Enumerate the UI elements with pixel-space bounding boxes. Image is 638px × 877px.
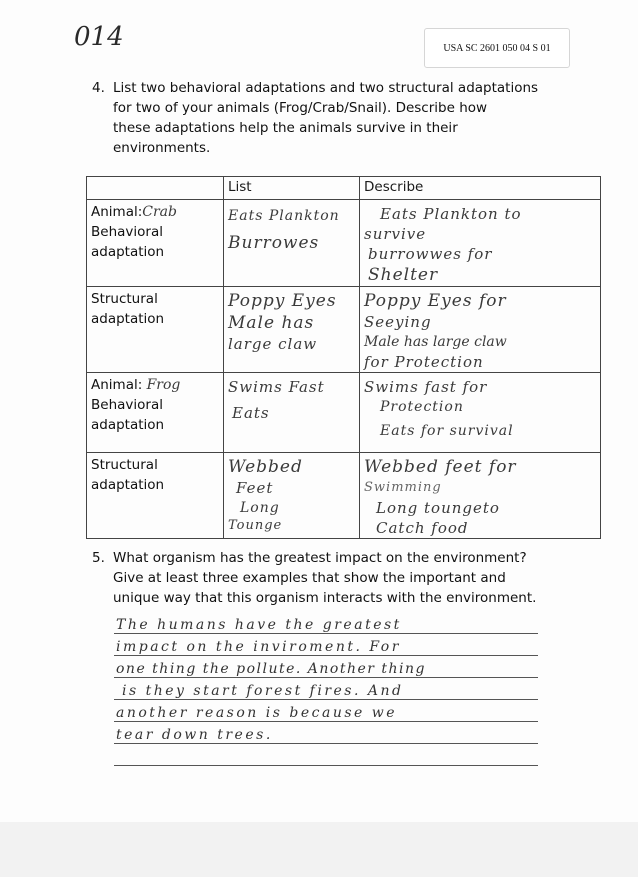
question-4-line-4: environments. [113,140,211,156]
animal-label: Animal: [91,377,143,393]
row-label-line: Structural [91,457,158,473]
describe-entry: Catch food [376,519,469,537]
table-row [87,287,601,373]
list-entry: Poppy Eyes [228,291,337,311]
animal-name-handwritten: Crab [142,204,177,220]
describe-entry: for Protection [364,353,484,371]
describe-cell [360,287,601,373]
question-5-number: 5. [92,550,105,566]
question-5-line-2: Give at least three examples that show the important and [113,570,506,586]
list-entry: Feet [236,479,274,497]
question-4-line-3: these adaptations help the animals survive in their [113,120,458,136]
row-label-line: adaptation [91,311,165,327]
answer-lines [114,612,538,766]
row-label-line: adaptation [91,417,165,433]
adaptations-table [86,176,601,539]
describe-entry: survive [364,225,427,243]
answer-line[interactable] [114,722,538,744]
answer-line[interactable] [114,700,538,722]
answer-line[interactable] [114,612,538,634]
describe-entry: Poppy Eyes for [364,291,507,311]
question-4-number: 4. [92,80,105,96]
row-label-line: Structural [91,291,158,307]
describe-entry: burrowwes for [368,245,493,263]
list-entry: Eats Plankton [228,208,340,224]
animal-label: Animal: [91,204,143,220]
answer-text: The humans have the greatest [116,617,402,633]
describe-cell [360,373,601,453]
list-cell [224,373,360,453]
header-list: List [224,177,360,200]
row-label-line: Behavioral [91,397,163,413]
table-header-row [87,177,601,200]
list-cell [224,453,360,539]
list-entry: Tounge [228,518,283,533]
row-label [87,287,224,373]
answer-text: one thing the pollute. Another thing [116,661,427,677]
row-label-line: adaptation [91,477,165,493]
scan-bottom-margin [0,822,638,877]
question-4-line-1: List two behavioral adaptations and two structural adaptations [113,80,539,96]
describe-cell [360,200,601,287]
list-cell [224,200,360,287]
list-entry: Eats [232,404,270,422]
question-4 [92,78,562,158]
describe-entry: Shelter [368,265,439,285]
list-entry: Swims Fast [228,378,325,396]
list-entry: Webbed [228,457,303,477]
describe-cell [360,453,601,539]
id-label-sticker: USA SC 2601 050 04 S 01 [424,28,570,68]
list-entry: large claw [228,335,318,353]
handwritten-page-number: 014 [74,22,124,52]
answer-text: another reason is because we [116,705,398,721]
animal-name-handwritten: Frog [146,377,181,393]
question-5-line-1: What organism has the greatest impact on the environment? [113,550,527,566]
describe-entry: Male has large claw [364,334,507,350]
describe-entry: Eats for survival [380,423,514,439]
row-label [87,453,224,539]
table-row [87,373,601,453]
answer-text: tear down trees. [116,727,273,743]
list-entry: Male has [228,313,315,333]
describe-entry: Seeying [364,313,432,331]
list-cell [224,287,360,373]
describe-entry: Webbed feet for [364,457,517,477]
list-entry: Long [240,500,280,516]
describe-entry: Protection [380,399,464,415]
question-5 [92,548,562,608]
describe-entry: Eats Plankton to [380,205,522,223]
answer-text: is they start forest fires. And [122,683,404,699]
answer-line[interactable] [114,678,538,700]
table-row [87,200,601,287]
list-entry: Burrowes [228,233,320,253]
row-label-line: Behavioral [91,224,163,240]
answer-line[interactable] [114,634,538,656]
table-row [87,453,601,539]
row-label-line: adaptation [91,244,165,260]
header-describe: Describe [360,177,601,200]
answer-line[interactable] [114,656,538,678]
header-blank [87,177,224,200]
describe-entry: Swims fast for [364,378,488,396]
answer-text: impact on the inviroment. For [116,639,401,655]
row-label [87,200,224,287]
describe-entry: Long toungeto [376,499,500,517]
answer-line[interactable] [114,744,538,766]
question-5-line-3: unique way that this organism interacts with the environment. [113,590,537,606]
describe-entry: Swimming [364,480,442,495]
question-4-line-2: for two of your animals (Frog/Crab/Snail). Describe how [113,100,488,116]
row-label [87,373,224,453]
